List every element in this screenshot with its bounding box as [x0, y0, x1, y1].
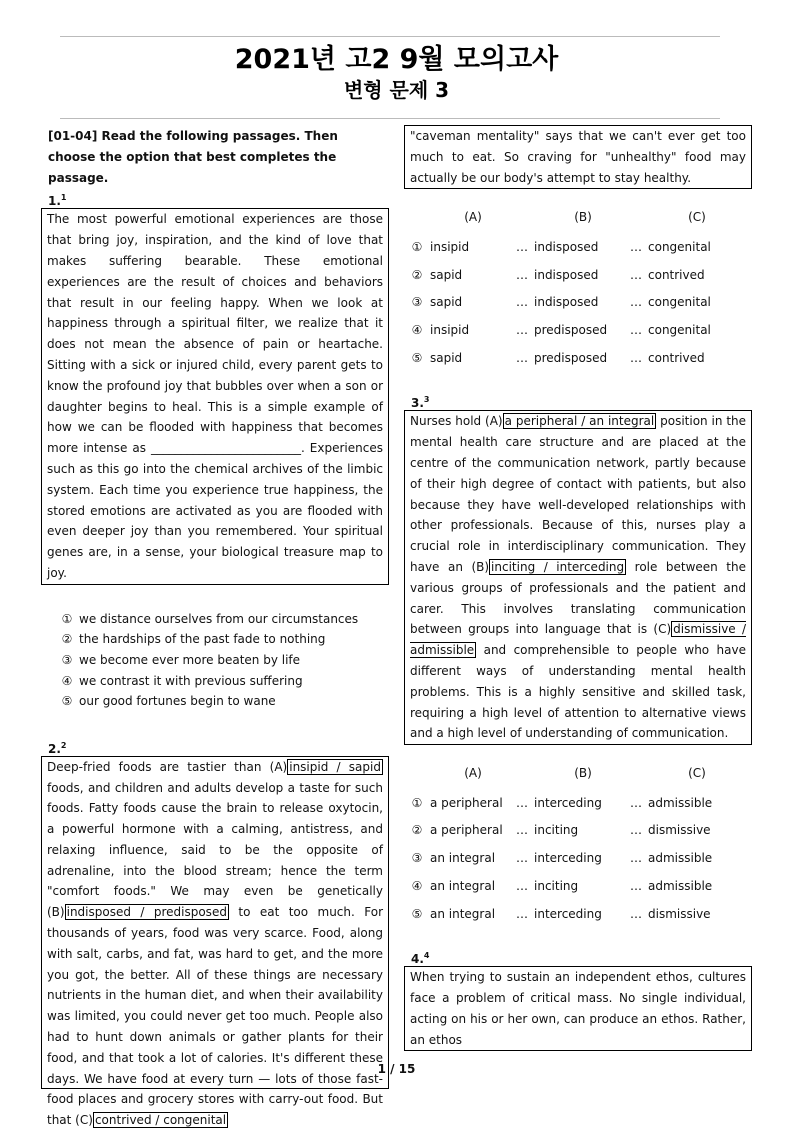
- instruction: [01-04] Read the following passages. Then choose the option that best completes the passage.: [48, 129, 338, 185]
- answer-table-header: (A) (B) (C): [464, 765, 706, 780]
- left-column: [41, 126, 389, 1128]
- answer-row[interactable]: ② a peripheral … inciting … dismissive: [411, 823, 711, 838]
- footnote-marker: 3: [423, 395, 430, 405]
- question-3-passage: Nurses hold (A) a peripheral / an integral position in the mental health care structure and are placed at the centre of the communication network, partly because of their high degree of contact with patients, but also because they have well-developed relationships with other professionals. Because of this, nurses play a crucial role in interdisciplinary communication. They have an (B) inciting / interceding role between the various groups of professionals and the patient and carer. This involves translating communication between groups into language that is (C) dismissive / admissible and comprehensible to people who have different ways of understanding mental health problems. This is a highly sensitive and skilled task, requiring a high level of attention to alternative views and a high level of understanding of communication.: [404, 410, 752, 745]
- answer-row[interactable]: ④ insipid … predisposed … congenital: [411, 323, 711, 338]
- footnote-marker: 1: [60, 193, 67, 203]
- page-title: 2021년 고2 9월 모의고사: [234, 44, 559, 75]
- answer-row[interactable]: ① insipid … indisposed … congenital: [411, 239, 711, 254]
- question-2-passage-continued: "caveman mentality" says that we can't ever get too much to eat. So craving for "unhealthy" food may actually be our body's attempt to stay healthy.: [404, 125, 752, 189]
- choice-box-c: dismissive / admissible: [410, 622, 746, 658]
- question-3-number: 3.$^3$: [411, 395, 430, 411]
- choice-box-b: inciting / interceding: [491, 559, 625, 574]
- right-column: [404, 125, 752, 1051]
- answer-row[interactable]: ⑤ sapid … predisposed … contrived: [411, 351, 705, 366]
- answer-row[interactable]: ③ sapid … indisposed … congenital: [411, 295, 711, 310]
- question-3-answer-table: [404, 757, 752, 928]
- page-subtitle: 변형 문제 3: [343, 78, 450, 102]
- answer-row[interactable]: ③ an integral … interceding … admissible: [411, 851, 713, 866]
- question-1-passage: The most powerful emotional experiences are those that bring joy, inspiration, and the kind of love that makes suffering bearable. These emotional experiences are the result of choices and behaviors that result in our feeling happy. When we look at happiness through a spiritual filter, we realize that it does not mean the absence of pain or heartache. Sitting with a sick or injured child, every parent gets to know the profound joy that bubbles over when a son or daughter begins to heal. This is a simple example of how we can be flooded with happiness that becomes more intense as _________________________. Experiences such as this go into the chemical archives of the limbic system. Each time you experience true happiness, the stored emotions are activated as you are flooded with even deeper joy than you remembered. Your spiritual genes are, in a sense, your biological treasure map to joy.: [41, 208, 389, 584]
- title-rule: [60, 118, 720, 119]
- option-item[interactable]: ③ we become ever more beaten by life: [61, 652, 301, 667]
- choice-box-a: a peripheral / an integral: [504, 414, 655, 429]
- option-item[interactable]: ① we distance ourselves from our circumstances: [61, 611, 359, 626]
- footnote-marker: 4: [423, 951, 430, 961]
- option-item[interactable]: ② the hardships of the past fade to nothing: [61, 632, 326, 647]
- question-1-number: 1.$^1$: [48, 193, 67, 209]
- question-4-number: 4.$^4$: [411, 951, 430, 967]
- answer-row[interactable]: ① a peripheral … interceding … admissible: [411, 795, 713, 810]
- question-1-options: [41, 609, 389, 712]
- question-2-number: 2.$^2$: [48, 740, 67, 756]
- question-2-answer-table: [404, 201, 752, 372]
- answer-row[interactable]: ② sapid … indisposed … contrived: [411, 267, 705, 282]
- page-number: 1 / 15: [377, 1062, 416, 1076]
- choice-box-a: insipid / sapid: [289, 759, 381, 774]
- question-2-passage: Deep-fried foods are tastier than (A) insipid / sapid foods, and children and adults develop a taste for such foods. Fatty foods cause the brain to release oxytocin, a powerful hormone with a calming, antistress, and relaxing influence, said to be the opposite of adrenaline, into the blood stream; hence the term "comfort foods." We may even be genetically (B) indisposed / predisposed to eat too much. For thousands of years, food was very scarce. Food, along with salt, carbs, and fat, was hard to get, and the more you got, the better. All of these things are necessary nutrients in the human diet, and when their availability was limited, you could never get too much. People also had to hunt down animals or gather plants for their food, and that took a lot of calories. It's different these days. We have food at every turn — lots of those fast-food places and grocery stores with carry-out food. But that (C) contrived / congenital: [41, 756, 389, 1088]
- top-rule: [60, 36, 720, 37]
- answer-table-header: (A) (B) (C): [464, 209, 706, 224]
- choice-box-c: contrived / congenital: [94, 1113, 227, 1128]
- answer-row[interactable]: ④ an integral … inciting … admissible: [411, 879, 713, 894]
- choice-box-b: indisposed / predisposed: [66, 905, 227, 920]
- footnote-marker: 2: [60, 740, 67, 750]
- option-item[interactable]: ④ we contrast it with previous suffering: [61, 673, 303, 688]
- question-4-passage: When trying to sustain an independent ethos, cultures face a problem of critical mass. No single individual, acting on his or her own, can produce an ethos. Rather, an ethos: [404, 966, 752, 1051]
- blank-line: _________________________: [150, 441, 301, 456]
- option-item[interactable]: ⑤ our good fortunes begin to wane: [61, 694, 276, 709]
- answer-row[interactable]: ⑤ an integral … interceding … dismissive: [411, 906, 711, 921]
